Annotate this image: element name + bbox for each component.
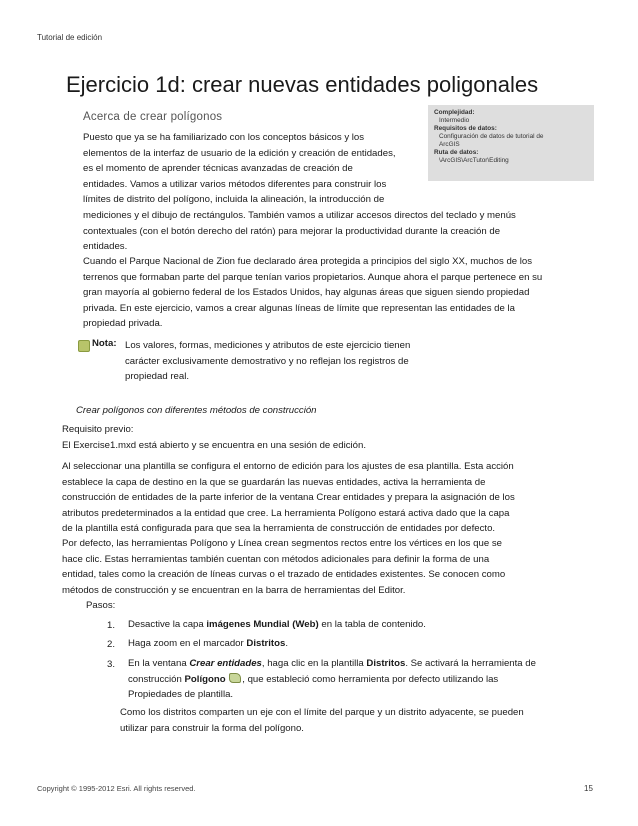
steps-label: Pasos: (86, 600, 116, 611)
data-path-value: \ArcGIS\ArcTutor\Editing (439, 157, 509, 164)
step-text: en la tabla de contenido. (318, 619, 426, 630)
text-line (128, 656, 536, 672)
complexity-label: Complejidad: (434, 109, 475, 116)
complexity-value: Intermedio (439, 117, 470, 124)
step-2-text (128, 636, 288, 652)
text-line: hace clic. Estas herramientas también cuentan con métodos adicionales para definir la forma de una (62, 553, 490, 565)
prerequisite-block (62, 422, 366, 453)
text-line: mediciones y el dibujo de rectángulos. También vamos a utilizar accesos directos del teclado y menús (83, 209, 516, 221)
district-paragraph (120, 705, 524, 736)
text-line: Al seleccionar una plantilla se configura el entorno de edición para los ajustes de esa plantilla. Esta acción (62, 461, 514, 472)
requirements-value-line: ArcGIS (439, 141, 460, 148)
step-text: . (285, 638, 288, 649)
text-line: propiedad real. (125, 371, 190, 383)
step-bold-italic-term: Crear entidades (189, 658, 262, 669)
text-line: atributos predeterminados a la entidad que cree. La herramienta Polígono estará activa dado que la capa (62, 507, 510, 519)
text-line: utilizar para construir la forma del polígono. (120, 722, 304, 734)
step-text: Desactive la capa (128, 619, 207, 630)
requirements-label: Requisitos de datos: (434, 125, 497, 132)
text-line: Como los distritos comparten un eje con el límite del parque y un distrito adyacente, se pueden (120, 707, 524, 718)
prerequisite-text: El Exercise1.mxd está abierto y se encuentra en una sesión de edición. (62, 439, 366, 451)
step-text: Haga zoom en el marcador (128, 638, 247, 649)
note-text (125, 338, 410, 385)
default-tools-paragraph (62, 536, 505, 598)
section-subtitle: Acerca de crear polígonos (83, 111, 223, 123)
copyright-footer: Copyright © 1995-2012 Esri. All rights reserved. (37, 784, 196, 793)
text-line: es el momento de aprender técnicas avanzadas de creación de (83, 163, 353, 175)
note-label: Nota: (92, 338, 117, 349)
step-text: , haga clic en la plantilla (261, 658, 367, 669)
step-bold-term: imágenes Mundial (Web) (206, 619, 319, 630)
text-line: Puesto que ya se ha familiarizado con los conceptos básicos y los (83, 132, 365, 143)
step-text: En la ventana (128, 658, 190, 669)
text-line: carácter exclusivamente demostrativo y no reflejan los registros de (125, 355, 409, 367)
text-line: entidades. (83, 241, 128, 253)
step-text: construcción (128, 673, 185, 685)
text-line: Propiedades de plantilla. (128, 689, 234, 701)
text-line: elementos de la interfaz de usuario de la edición y creación de entidades, (83, 147, 396, 159)
text-line: de la plantilla está configurada para que sea la herramienta de construcción de entidades por defecto. (62, 523, 496, 535)
zion-paragraph (83, 254, 542, 332)
step-1-text (128, 617, 426, 633)
requirements-value-line: Configuración de datos de tutorial de (439, 133, 544, 140)
step-text: . Se activará la herramienta de (405, 658, 536, 669)
text-line: contextuales (con el botón derecho del ratón) para mejorar la productividad durante la creación de (83, 225, 501, 237)
polygon-tool-icon (229, 673, 241, 683)
text-line: métodos de construcción y se encuentran en la barra de herramientas del Editor. (62, 584, 406, 596)
step-text: , que estableció como herramienta por defecto utilizando las (242, 673, 499, 685)
text-line: entidad, tales como la creación de líneas curvas o el trazado de entidades existentes. Se conocen como (62, 569, 506, 581)
text-line: privada. En este ejercicio, vamos a crear algunas líneas de límite que representan las entidades de la (83, 302, 515, 314)
note-icon (78, 340, 90, 352)
text-line: límites de distrito del polígono, incluida la alineación, la introducción de (83, 194, 385, 206)
step-number: 2. (107, 639, 116, 650)
text-line: establece la capa de destino en la que se guardarán las nuevas entidades, activa la herramienta de (62, 476, 486, 488)
template-paragraph (62, 459, 515, 537)
step-number: 1. (107, 620, 116, 631)
text-line: gran mayoría al gobierno federal de los Estados Unidos, hay algunas áreas que siguen siendo propiedad (83, 287, 530, 299)
step-bold-term: Distritos (246, 638, 286, 649)
data-path-label: Ruta de datos: (434, 149, 479, 156)
page-number: 15 (584, 784, 593, 793)
text-line: Cuando el Parque Nacional de Zion fue declarado área protegida a principios del siglo XX, muchos de los (83, 256, 533, 267)
step-3-text (128, 656, 536, 703)
text-line: propiedad privada. (83, 318, 163, 330)
text-line: construcción de entidades de la parte inferior de la ventana Crear entidades y prepara la asignación de los (62, 492, 515, 504)
text-line (128, 672, 536, 688)
text-line: Los valores, formas, mediciones y atributos de este ejercicio tienen (125, 340, 411, 351)
running-header: Tutorial de edición (37, 33, 103, 42)
section-heading: Crear polígonos con diferentes métodos de construcción (76, 405, 317, 416)
prerequisite-label: Requisito previo: (62, 424, 134, 435)
text-line: terrenos que formaban parte del parque tenían varios propietarios. Aunque ahora el parque pertenece en su (83, 271, 543, 283)
text-line: Por defecto, las herramientas Polígono y Línea crean segmentos rectos entre los vértices en los que se (62, 538, 502, 549)
step-bold-term: Polígono (184, 673, 226, 685)
step-number: 3. (107, 659, 116, 670)
step-bold-term: Distritos (366, 658, 406, 669)
intro-paragraph (83, 130, 516, 255)
page-title: Ejercicio 1d: crear nuevas entidades poligonales (66, 72, 539, 97)
text-line: entidades. Vamos a utilizar varios métodos diferentes para construir los (83, 178, 387, 190)
